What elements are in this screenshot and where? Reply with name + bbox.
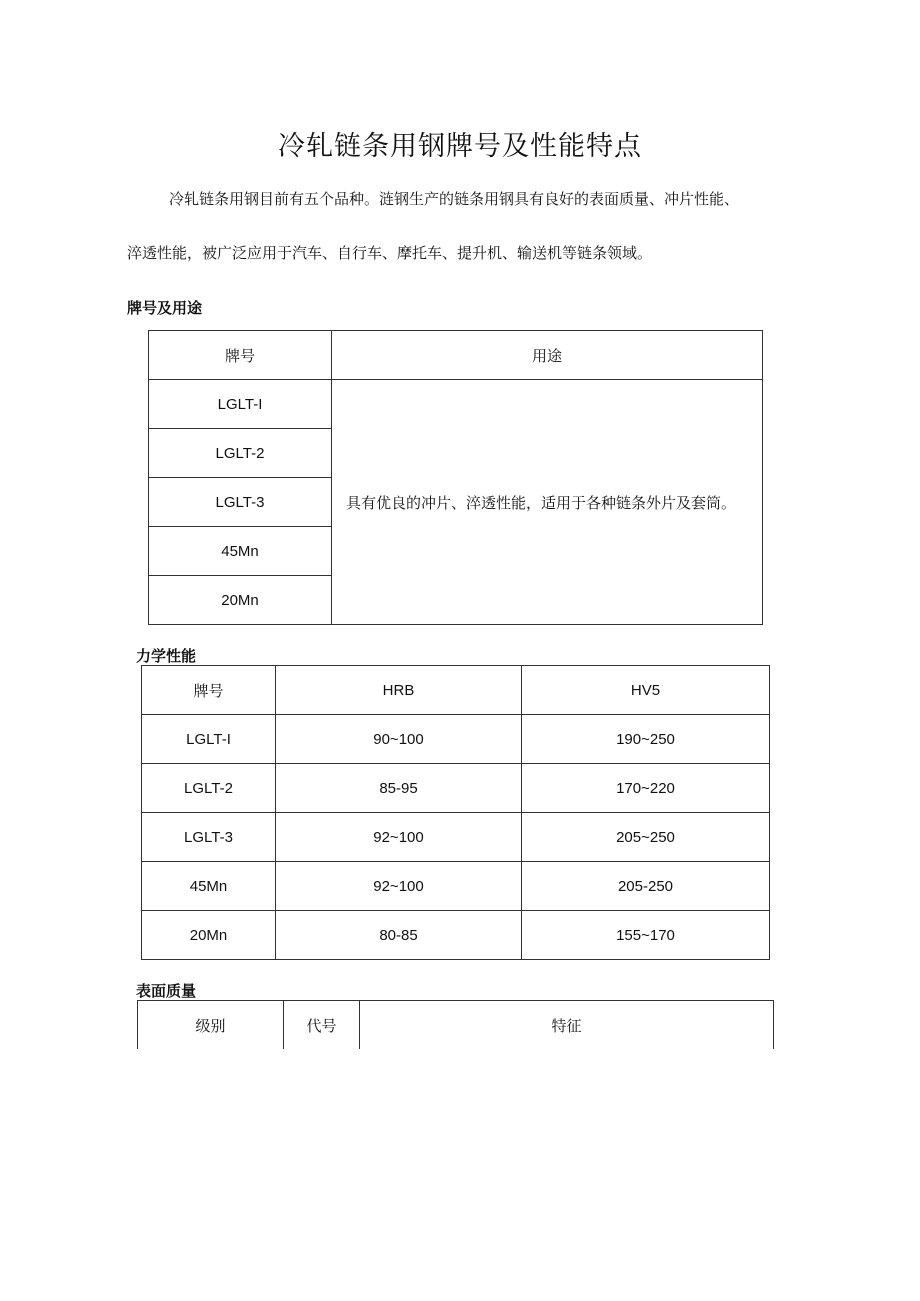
grade-cell: LGLT-3 xyxy=(142,813,276,862)
page-title: 冷轧链条用钢牌号及性能特点 xyxy=(278,131,642,162)
hv5-cell: 205~250 xyxy=(522,813,770,862)
header-hv5: HV5 xyxy=(522,666,770,715)
grades-usage-table xyxy=(148,330,763,625)
grade-cell: LGLT-3 xyxy=(149,478,332,527)
table-row xyxy=(142,764,770,813)
hrb-cell: 92~100 xyxy=(276,813,522,862)
hv5-cell: 190~250 xyxy=(522,715,770,764)
section-heading-mechanical: 力学性能 xyxy=(136,647,197,665)
table-header-row xyxy=(142,666,770,715)
grade-cell: LGLT-I xyxy=(149,380,332,429)
header-usage: 用途 xyxy=(332,331,763,380)
surface-quality-table xyxy=(137,1000,774,1049)
section-heading-grades-usage: 牌号及用途 xyxy=(127,299,203,317)
header-grade: 牌号 xyxy=(142,666,276,715)
hrb-cell: 90~100 xyxy=(276,715,522,764)
table-header-row xyxy=(138,1001,774,1050)
table-header-row xyxy=(149,331,763,380)
grade-cell: LGLT-2 xyxy=(149,429,332,478)
grade-cell: LGLT-2 xyxy=(142,764,276,813)
header-feature: 特征 xyxy=(360,1001,774,1050)
hv5-cell: 155~170 xyxy=(522,911,770,960)
header-grade: 牌号 xyxy=(149,331,332,380)
table-row xyxy=(142,813,770,862)
table-row xyxy=(142,911,770,960)
table-row xyxy=(142,715,770,764)
hrb-cell: 92~100 xyxy=(276,862,522,911)
grade-cell: LGLT-I xyxy=(142,715,276,764)
grade-cell: 45Mn xyxy=(149,527,332,576)
grade-cell: 20Mn xyxy=(149,576,332,625)
header-level: 级别 xyxy=(138,1001,284,1050)
table-row xyxy=(142,862,770,911)
grade-cell: 20Mn xyxy=(142,911,276,960)
usage-cell: 具有优良的冲片、淬透性能，适用于各种链条外片及套筒。 xyxy=(332,380,763,625)
mechanical-properties-table xyxy=(141,665,770,960)
intro-line-1: 冷轧链条用钢目前有五个品种。涟钢生产的链条用钢具有良好的表面质量、冲片性能、 xyxy=(169,190,740,208)
hv5-cell: 170~220 xyxy=(522,764,770,813)
hrb-cell: 85-95 xyxy=(276,764,522,813)
header-code: 代号 xyxy=(284,1001,360,1050)
section-heading-surface-quality: 表面质量 xyxy=(136,982,197,1000)
header-hrb: HRB xyxy=(276,666,522,715)
table-row xyxy=(149,380,763,429)
hv5-cell: 205-250 xyxy=(522,862,770,911)
hrb-cell: 80-85 xyxy=(276,911,522,960)
intro-line-2: 淬透性能，被广泛应用于汽车、自行车、摩托车、提升机、输送机等链条领域。 xyxy=(127,244,653,262)
grade-cell: 45Mn xyxy=(142,862,276,911)
